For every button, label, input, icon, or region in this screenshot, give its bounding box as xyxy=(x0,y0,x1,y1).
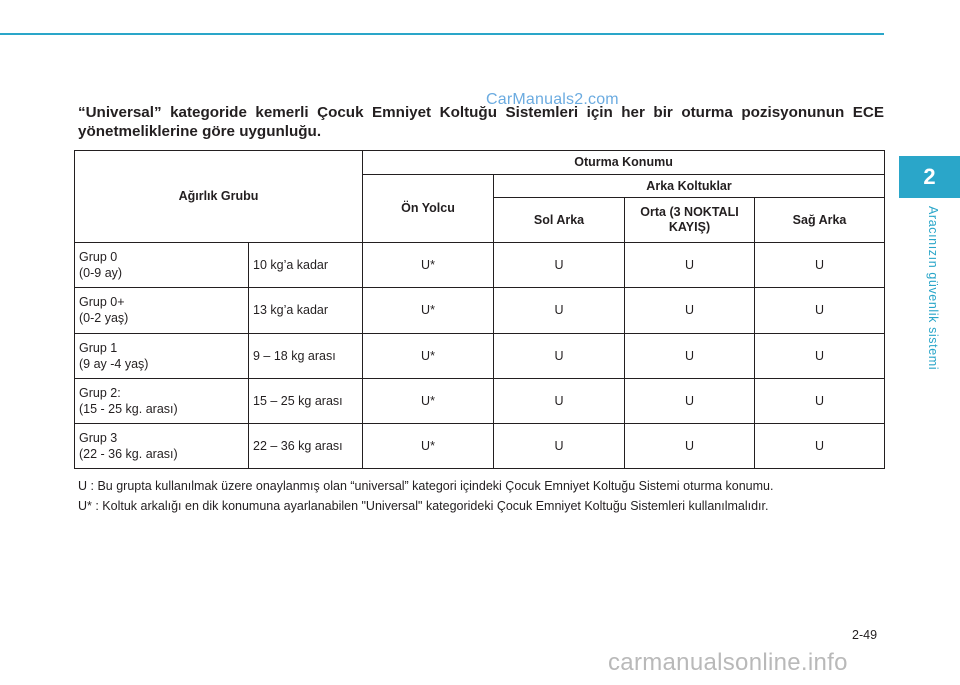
chapter-number: 2 xyxy=(923,164,936,189)
header-rear-seats: Arka Koltuklar xyxy=(494,175,885,198)
header-seat-position: Oturma Konumu xyxy=(363,151,885,175)
note-u-star: U* : Koltuk arkalığı en dik konumuna ayarlanabilen "Universal" kategorideki Çocuk Emniyet Koltuğu Sistemleri kullanılmalıdır. xyxy=(78,499,769,513)
weight-group-cell xyxy=(75,333,249,378)
rear-right-cell: U xyxy=(755,378,885,423)
rear-right-cell: U xyxy=(755,423,885,468)
rear-right-cell: U xyxy=(755,288,885,333)
group-name: Grup 3 xyxy=(79,430,118,445)
weight-group-cell xyxy=(75,243,249,288)
weight-cell: 10 kg’a kadar xyxy=(249,243,363,288)
table-row xyxy=(75,243,885,288)
top-rule xyxy=(0,33,884,35)
rear-center-cell: U xyxy=(625,378,755,423)
front-passenger-cell: U* xyxy=(363,243,494,288)
table-row xyxy=(75,288,885,333)
weight-cell: 15 – 25 kg arası xyxy=(249,378,363,423)
rear-center-cell: U xyxy=(625,243,755,288)
rear-center-cell: U xyxy=(625,423,755,468)
group-name: Grup 1 xyxy=(79,340,118,355)
rear-right-cell: U xyxy=(755,333,885,378)
header-weight-group: Ağırlık Grubu xyxy=(75,151,363,243)
note-u: U : Bu grupta kullanılmak üzere onaylanmış olan “universal” kategori içindeki Çocuk Emniyet Koltuğu Sistemi oturma konumu. xyxy=(78,479,774,493)
rear-left-cell: U xyxy=(494,378,625,423)
watermark-top: CarManuals2.com xyxy=(486,91,619,108)
chapter-tab xyxy=(899,156,960,198)
child-seat-compatibility-table xyxy=(74,150,885,469)
table-row xyxy=(75,378,885,423)
weight-group-cell xyxy=(75,378,249,423)
weight-cell: 22 – 36 kg arası xyxy=(249,423,363,468)
weight-cell: 13 kg’a kadar xyxy=(249,288,363,333)
front-passenger-cell: U* xyxy=(363,288,494,333)
header-front-passenger: Ön Yolcu xyxy=(363,175,494,243)
section-heading: “Universal” kategoride kemerli Çocuk Emniyet Koltuğu Sistemleri için her bir oturma pozisyonunun ECE yönetmeliklerine göre uygunluğu. xyxy=(78,104,884,140)
table-row xyxy=(75,423,885,468)
rear-left-cell: U xyxy=(494,333,625,378)
rear-center-cell: U xyxy=(625,333,755,378)
group-age: (0-9 ay) xyxy=(79,266,123,281)
rear-left-cell: U xyxy=(494,423,625,468)
weight-group-cell xyxy=(75,423,249,468)
chapter-title: Aracınızın güvenlik sistemi xyxy=(926,206,940,371)
front-passenger-cell: U* xyxy=(363,423,494,468)
rear-center-cell: U xyxy=(625,288,755,333)
page-number: 2-49 xyxy=(852,628,878,642)
header-rear-center: Orta (3 NOKTALI KAYIŞ) xyxy=(625,198,755,243)
group-age: (22 - 36 kg. arası) xyxy=(79,446,178,461)
group-age: (0-2 yaş) xyxy=(79,311,129,326)
group-name: Grup 0 xyxy=(79,250,118,265)
weight-group-cell xyxy=(75,288,249,333)
rear-right-cell: U xyxy=(755,243,885,288)
header-rear-right: Sağ Arka xyxy=(755,198,885,243)
table-row xyxy=(75,333,885,378)
group-age: (15 - 25 kg. arası) xyxy=(79,401,178,416)
weight-cell: 9 – 18 kg arası xyxy=(249,333,363,378)
watermark-bottom: carmanualsonline.info xyxy=(608,649,848,676)
front-passenger-cell: U* xyxy=(363,333,494,378)
group-age: (9 ay -4 yaş) xyxy=(79,356,149,371)
front-passenger-cell: U* xyxy=(363,378,494,423)
group-name: Grup 2: xyxy=(79,385,121,400)
rear-left-cell: U xyxy=(494,243,625,288)
header-rear-left: Sol Arka xyxy=(494,198,625,243)
group-name: Grup 0+ xyxy=(79,295,125,310)
rear-left-cell: U xyxy=(494,288,625,333)
